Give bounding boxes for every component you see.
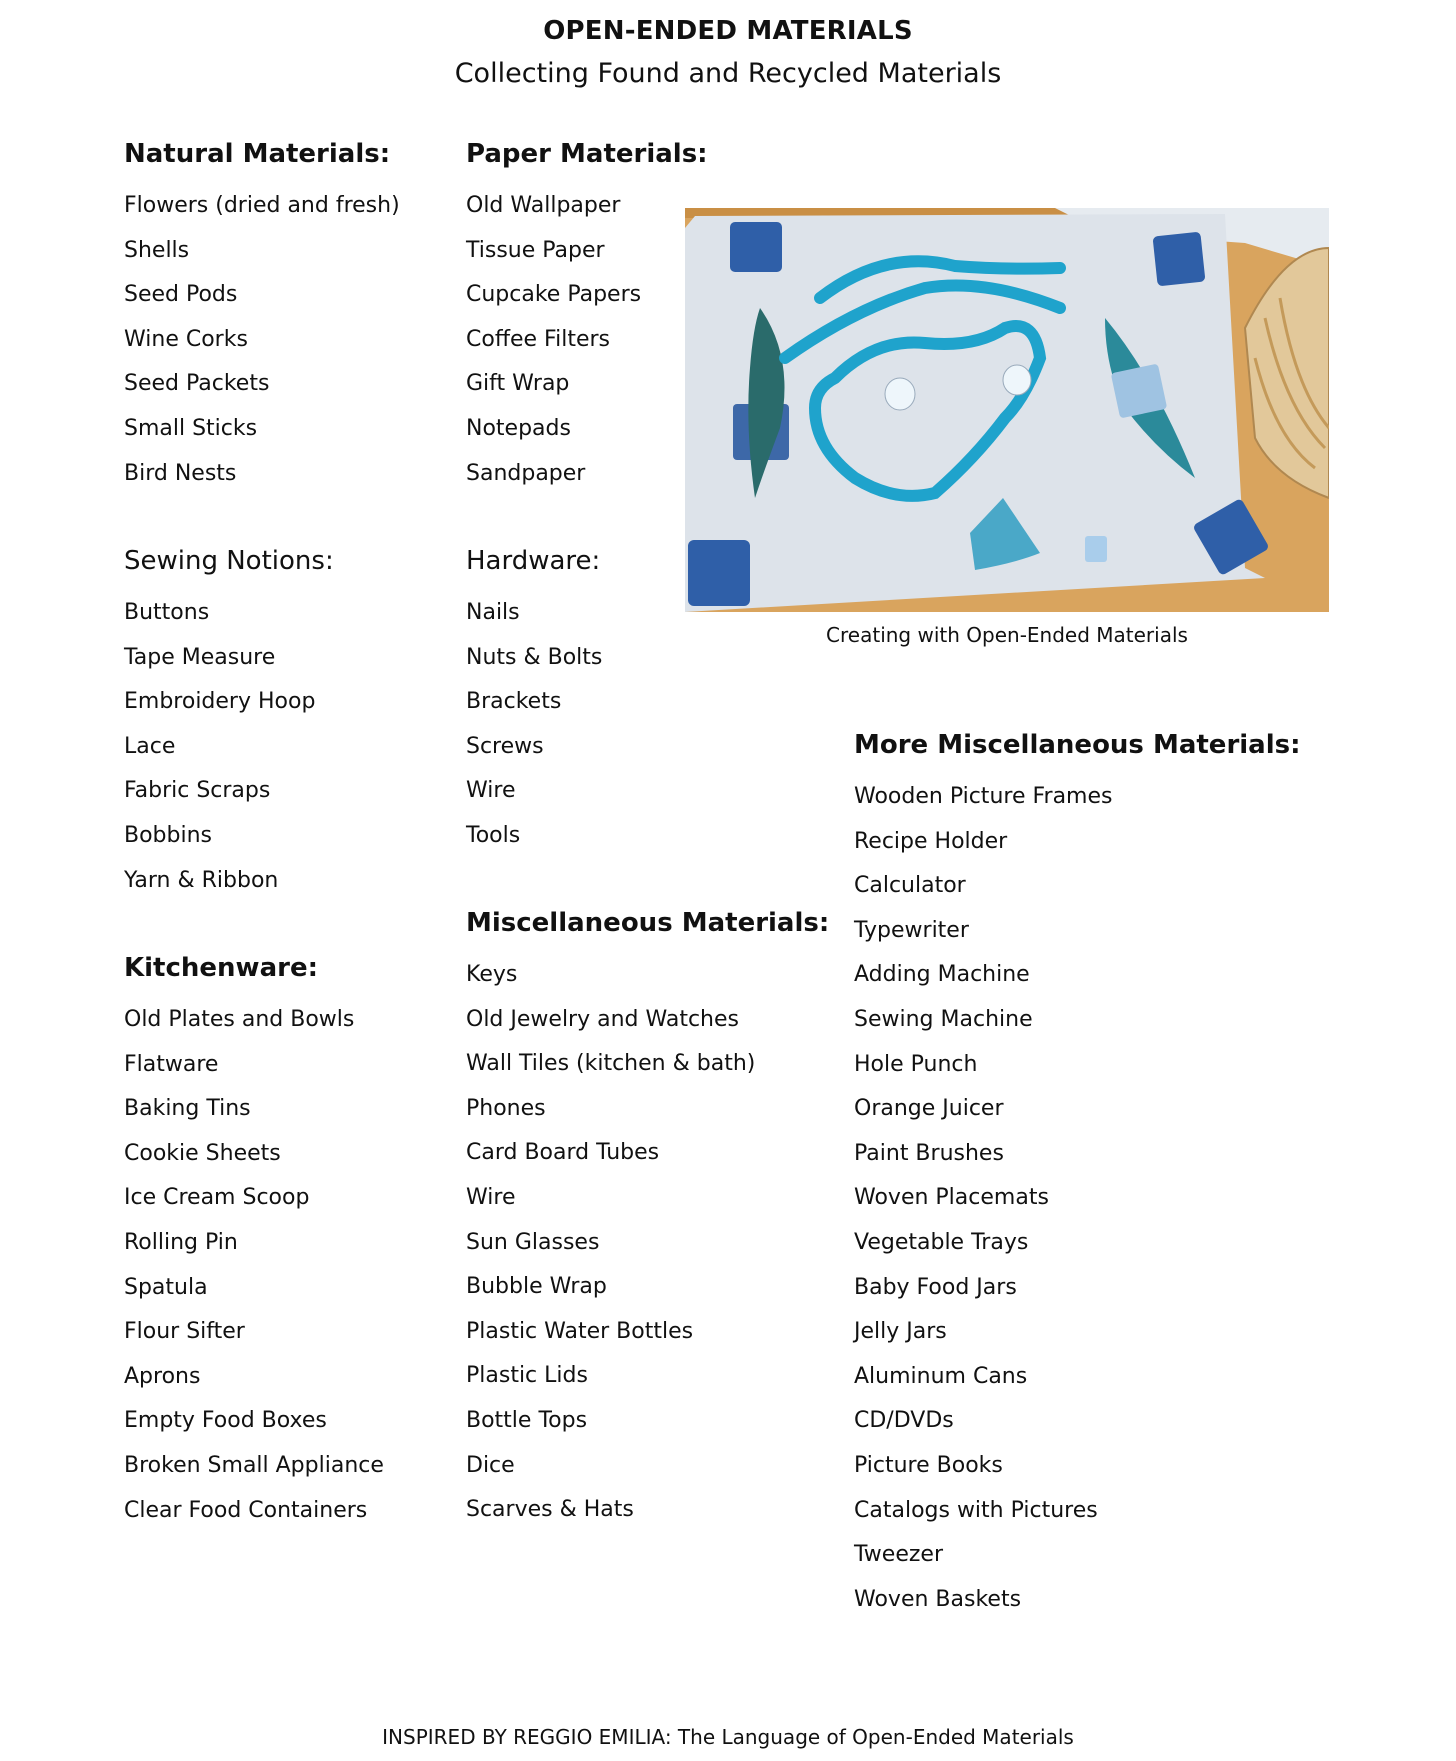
list-item: Keys xyxy=(466,962,518,987)
list-item: Cookie Sheets xyxy=(124,1140,281,1166)
list-item: Ice Cream Scoop xyxy=(124,1185,310,1211)
list-item: Sewing Machine xyxy=(854,1006,1033,1032)
list-item: Paint Brushes xyxy=(854,1140,1004,1166)
list-item: Tweezer xyxy=(854,1542,943,1568)
list-item: Shells xyxy=(124,237,190,263)
section-heading: Hardware: xyxy=(466,546,601,576)
list-item: Sandpaper xyxy=(466,460,586,486)
list-item: Seed Pods xyxy=(124,282,238,308)
list-item: Calculator xyxy=(854,873,966,899)
list-item: Wire xyxy=(466,1184,516,1210)
document-title: OPEN-ENDED MATERIALS xyxy=(543,16,913,46)
list-item: Orange Juicer xyxy=(854,1096,1004,1122)
section-miscellaneous-materials xyxy=(466,905,829,1533)
list-item: Bubble Wrap xyxy=(466,1274,607,1300)
list-item: Rolling Pin xyxy=(124,1229,238,1255)
list-item: Adding Machine xyxy=(854,962,1030,988)
list-item: Flatware xyxy=(124,1051,219,1077)
list-item: Jelly Jars xyxy=(854,1319,947,1345)
list-item: Broken Small Appliance xyxy=(124,1452,384,1478)
list-item: Plastic Water Bottles xyxy=(466,1318,694,1344)
craft-photo xyxy=(685,208,1329,612)
item-list xyxy=(466,591,602,859)
item-list xyxy=(854,775,1301,1622)
list-item: Brackets xyxy=(466,689,562,715)
list-item: Plastic Lids xyxy=(466,1363,588,1389)
list-item: Flowers (dried and fresh) xyxy=(124,193,400,218)
section-heading: More Miscellaneous Materials: xyxy=(854,730,1301,760)
list-item: Woven Baskets xyxy=(854,1586,1022,1612)
list-item: Cupcake Papers xyxy=(466,282,642,308)
section-kitchenware xyxy=(124,950,384,1533)
list-item: Flour Sifter xyxy=(124,1319,245,1345)
list-item: Notepads xyxy=(466,415,571,441)
list-item: Aluminum Cans xyxy=(854,1363,1028,1389)
list-item: Woven Placemats xyxy=(854,1185,1049,1211)
list-item: Phones xyxy=(466,1095,546,1121)
list-item: Tape Measure xyxy=(124,644,276,670)
item-list xyxy=(124,184,400,496)
section-more-miscellaneous-materials xyxy=(854,727,1301,1622)
section-heading: Kitchenware: xyxy=(124,953,318,983)
list-item: Tissue Paper xyxy=(466,237,605,263)
list-item: Nuts & Bolts xyxy=(466,644,603,670)
section-heading: Natural Materials: xyxy=(124,139,391,169)
list-item: Clear Food Containers xyxy=(124,1497,368,1523)
list-item: Picture Books xyxy=(854,1452,1003,1478)
section-paper-materials xyxy=(466,136,708,496)
list-item: Bottle Tops xyxy=(466,1407,588,1433)
list-item: Empty Food Boxes xyxy=(124,1408,327,1434)
list-item: Small Sticks xyxy=(124,415,258,441)
list-item: Baby Food Jars xyxy=(854,1274,1017,1300)
list-item: Bird Nests xyxy=(124,460,237,486)
section-hardware xyxy=(466,543,602,859)
list-item: Wire xyxy=(466,778,516,804)
list-item: Old Plates and Bowls xyxy=(124,1007,355,1032)
list-item: Spatula xyxy=(124,1274,208,1300)
list-item: CD/DVDs xyxy=(854,1408,954,1434)
item-list xyxy=(466,953,829,1533)
list-item: Vegetable Trays xyxy=(854,1229,1029,1255)
list-item: Card Board Tubes xyxy=(466,1140,660,1166)
list-item: Old Jewelry and Watches xyxy=(466,1006,739,1032)
list-item: Seed Packets xyxy=(124,371,270,397)
list-item: Wall Tiles (kitchen & bath) xyxy=(466,1051,756,1077)
item-list xyxy=(124,998,384,1533)
item-list xyxy=(124,591,334,903)
section-natural-materials xyxy=(124,136,400,496)
list-item: Dice xyxy=(466,1452,515,1478)
list-item: Gift Wrap xyxy=(466,371,570,397)
list-item: Lace xyxy=(124,733,176,759)
list-item: Aprons xyxy=(124,1363,201,1389)
list-item: Yarn & Ribbon xyxy=(124,867,279,893)
footer-credit: INSPIRED BY REGGIO EMILIA: The Language of Open-Ended Materials xyxy=(382,1725,1074,1749)
section-sewing-notions xyxy=(124,543,334,903)
list-item: Buttons xyxy=(124,600,210,625)
photo-caption: Creating with Open-Ended Materials xyxy=(826,623,1188,647)
list-item: Baking Tins xyxy=(124,1096,251,1122)
item-list xyxy=(466,184,708,496)
list-item: Bobbins xyxy=(124,822,212,848)
list-item: Screws xyxy=(466,733,544,759)
section-heading: Sewing Notions: xyxy=(124,546,334,576)
list-item: Embroidery Hoop xyxy=(124,689,316,715)
list-item: Typewriter xyxy=(854,917,969,943)
list-item: Catalogs with Pictures xyxy=(854,1497,1098,1523)
list-item: Coffee Filters xyxy=(466,326,610,352)
document-subtitle: Collecting Found and Recycled Materials xyxy=(454,58,1002,89)
list-item: Scarves & Hats xyxy=(466,1497,634,1523)
list-item: Old Wallpaper xyxy=(466,193,621,218)
list-item: Sun Glasses xyxy=(466,1229,600,1255)
list-item: Wooden Picture Frames xyxy=(854,784,1113,809)
list-item: Fabric Scraps xyxy=(124,778,271,804)
list-item: Nails xyxy=(466,600,520,625)
list-item: Tools xyxy=(466,822,521,848)
section-heading: Miscellaneous Materials: xyxy=(466,908,830,938)
list-item: Hole Punch xyxy=(854,1051,978,1077)
section-heading: Paper Materials: xyxy=(466,139,708,169)
list-item: Recipe Holder xyxy=(854,828,1008,854)
felt-face-collage-image xyxy=(685,208,1329,612)
list-item: Wine Corks xyxy=(124,326,248,352)
